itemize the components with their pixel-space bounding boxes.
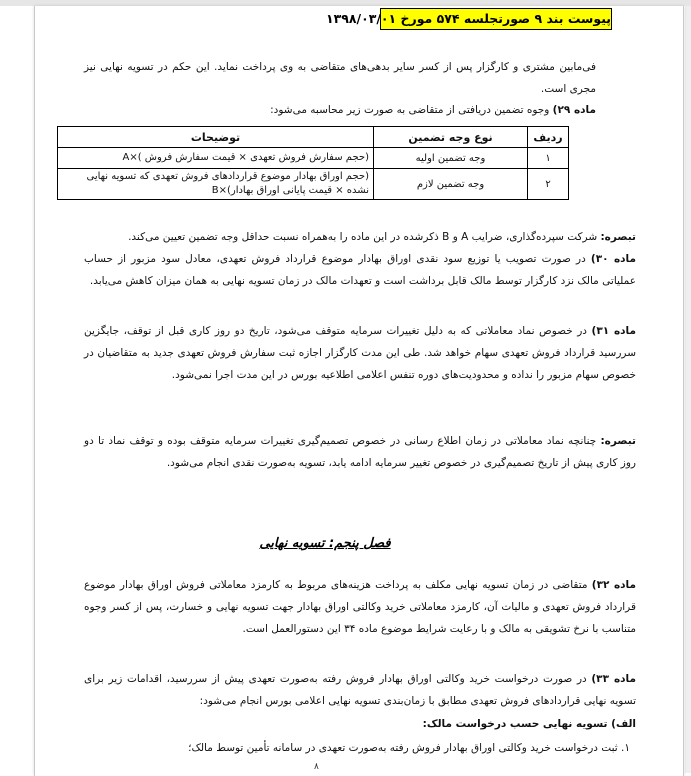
scrollbar[interactable] bbox=[685, 6, 691, 773]
header-description: توضیحات bbox=[58, 127, 374, 148]
article-31-text: در خصوص نماد معاملاتی که به دلیل تغییرات سرمایه متوقف می‌شود، تاریخ دو روز کاری قبل از توقف، جایگزین سررسید قرارداد فروش تعهدی سهام خواهد شد. طی این مدت کارگزار اجازه ثبت سفارش فروش تعهدی جدید به متقاضیان در خصوص سهام مزبور را نداده و محدودیت‌های دوره تنفس اعلامی اطلاعیه بورس در این مدت اجرا نمی‌شود. bbox=[84, 325, 636, 381]
article-31-label: ماده ۳۱) bbox=[591, 325, 636, 337]
row-number-cell: ۱ bbox=[528, 148, 569, 169]
note-2-text: چنانچه نماد معاملاتی در زمان اطلاع رسانی در خصوص تصمیم‌گیری تغییرات سرمایه متوقف بوده و توقف نماد تا دو روز کاری پیش از تاریخ تصمیم‌گیری در خصوص تغییر سرمایه ادامه یابد، تسویه به‌صورت نقدی انجام می‌شود. bbox=[84, 435, 636, 469]
description-cell: (حجم اوراق بهادار موضوع قراردادهای فروش تعهدی که تسویه نهایی نشده × قیمت پایانی اوراق بهادار)×B bbox=[58, 169, 374, 200]
subheading-a: الف) تسویه نهایی حسب درخواست مالک: bbox=[422, 718, 636, 730]
table-header-row bbox=[58, 127, 569, 148]
article-29 bbox=[84, 102, 596, 118]
article-33 bbox=[84, 668, 636, 712]
guarantee-type-cell: وجه تضمین لازم bbox=[374, 169, 528, 200]
table-row bbox=[58, 148, 569, 169]
note-2 bbox=[84, 430, 636, 474]
table-row bbox=[58, 169, 569, 200]
guarantee-type-cell: وجه تضمین اولیه bbox=[374, 148, 528, 169]
article-30-label: ماده ۳۰) bbox=[590, 253, 636, 265]
article-32 bbox=[84, 574, 636, 640]
article-32-label: ماده ۳۲) bbox=[591, 579, 636, 591]
note-2-label: تبصره: bbox=[600, 435, 636, 447]
article-30 bbox=[84, 248, 636, 292]
note-1-text: شرکت سپرده‌گذاری، ضرایب A و B ذکرشده در این ماده را به‌همراه نسبت حداقل وجه تضمین تعیین می‌کند. bbox=[128, 231, 601, 243]
article-31 bbox=[84, 320, 636, 386]
article-33-text: در صورت درخواست خرید وکالتی اوراق بهادار فروش رفته به‌صورت تعهدی پیش از سررسید، اقدامات زیر برای تسویه نهایی قراردادهای فروش تعهدی مطابق با زمان‌بندی تسویه نهایی اعلامی بورس انجام می‌شود: bbox=[84, 673, 636, 707]
page-number: ۸ bbox=[314, 762, 319, 772]
section-title: فصل پنجم: تسویه نهایی bbox=[259, 536, 391, 551]
note-1-label: تبصره: bbox=[600, 231, 636, 243]
note-1 bbox=[84, 226, 636, 248]
row-number-cell: ۲ bbox=[528, 169, 569, 200]
article-32-text: متقاضی در زمان تسویه نهایی مکلف به پرداخت هزینه‌های مربوط به کارمزد معاملاتی فروش اوراق بهادار موضوع قرارداد فروش تعهدی و مالیات آن، کارمزد معاملاتی خرید وکالتی اوراق بهادار جهت تسویه نهایی و خسارت، پس از کسر وجوه متناسب با نرخ تشویقی به مالک و با رعایت شرایط موضوع ماده ۳۴ این دستورالعمل است. bbox=[84, 579, 636, 635]
header-guarantee-type: نوع وجه تضمین bbox=[374, 127, 528, 148]
description-cell: (حجم سفارش فروش تعهدی × قیمت سفارش فروش )×A bbox=[58, 148, 374, 169]
header-row-number: ردیف bbox=[528, 127, 569, 148]
guarantee-table bbox=[57, 126, 569, 200]
attachment-header-label: پیوست بند ۹ صورتجلسه ۵۷۴ مورخ ۱۳۹۸/۰۳/۰۱ bbox=[380, 8, 612, 30]
article-29-text: وجوه تضمین دریافتی از متقاضی به صورت زیر محاسبه می‌شود: bbox=[270, 104, 553, 116]
article-33-label: ماده ۳۳) bbox=[591, 673, 636, 685]
list-item: ۱. ثبت درخواست خرید وکالتی اوراق بهادار فروش رفته به‌صورت تعهدی در سامانه تأمین توسط مالک؛ bbox=[188, 742, 630, 754]
article-30-text: در صورت تصویب یا توزیع سود نقدی اوراق بهادار موضوع قرارداد فروش تعهدی، معادل سود مزبور از حساب عملیاتی مالک نزد کارگزار توسط مالک قابل برداشت است و تعهدات مالک در زمان تسویه نهایی به همان میزان کاهش می‌یابد. bbox=[84, 253, 636, 287]
document-page bbox=[34, 6, 684, 776]
article-29-label: ماده ۲۹) bbox=[552, 104, 596, 116]
intro-paragraph: فی‌مابین مشتری و کارگزار پس از کسر سایر بدهی‌های متقاضی به وی پرداخت نماید. این حکم در تسویه نهایی نیز مجری است. bbox=[84, 61, 596, 95]
